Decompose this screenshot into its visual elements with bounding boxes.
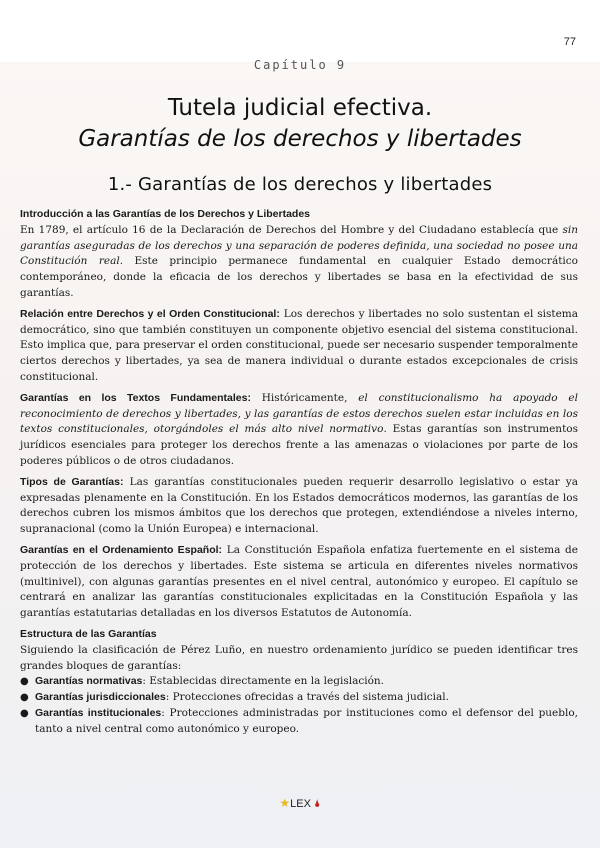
tipos-label: Tipos de Garantías: [20,475,124,488]
estructura-text: Siguiendo la clasificación de Pérez Luño, en nuestro ordenamiento jurídico se pueden identificar tres grandes bloques de garantías: [20,643,578,672]
intro-heading: Introducción a las Garantías de los Derechos y Libertades [20,208,311,220]
textos-label: Garantías en los Textos Fundamentales: [20,391,251,404]
list-item [20,706,578,738]
title-main: Tutela judicial efectiva. [167,95,433,121]
estructura-section [20,627,578,738]
bullet-icon: ● [20,692,29,704]
section-heading: 1.- Garantías de los derechos y libertades [107,174,493,195]
garantias-list [20,674,578,737]
list-item-text: : Protecciones administradas por instituciones como el defensor del pueblo, tanto a nivel central como autonómico y europeo. [35,706,578,735]
chapter-label: Capítulo 9 [253,58,347,72]
ordenamiento-label: Garantías en el Ordenamiento Español: [20,543,223,556]
intro-text-1: En 1789, el artículo 16 de la Declaración de Derechos del Hombre y del Ciudadano establecía que [20,223,563,236]
list-item-label: Garantías institucionales [35,706,162,719]
list-item-label: Garantías normativas [35,675,143,688]
intro-quote: sin garantías aseguradas de los derechos y una separación de poderes definida, una sociedad no posee una Constitución real [20,223,578,268]
tipos-paragraph [20,475,578,538]
relacion-paragraph [20,307,578,386]
list-item [20,690,578,706]
textos-quote: el constitucionalismo ha apoyado el reconocimiento de derechos y libertades, y las garantías de estos derechos suelen estar incluidas en los textos constitucionales, otorgándoles el más alto nivel normativo [20,391,578,436]
ordenamiento-text: La Constitución Española enfatiza fuertemente en el sistema de protección de los derechos y libertades. Este sistema se articula en diferentes niveles normativos (multinivel), con algunas garantías presentes en el nivel central, autonómico y europeo. El capítulo se centrará en analizar las garantías constitucionales explicitadas en la Constitución Española y las garantías estatutarias detalladas en los diversos Estatutos de Autonomía. [20,543,578,620]
footer-brand: LEX [290,798,311,810]
relacion-text: Los derechos y libertades no solo sustentan el sistema democrático, sino que también constituyen un componente objetivo esencial del sistema constitucional. Esto implica que, para preservar el orden constitucional, puede ser necesario suspender temporalmente ciertos derechos y libertades, ya sea de manera individual o durante estados excepcionales de crisis constitucional. [20,307,578,383]
bullet-icon: ● [20,676,29,688]
drop-icon: 🌢 [314,798,321,810]
list-item-text: : Establecidas directamente en la legislación. [142,675,385,688]
page-title [0,92,600,154]
estructura-heading: Estructura de las Garantías [20,627,157,640]
bullet-icon: ● [20,707,29,719]
footer-logo [0,796,600,811]
ordenamiento-paragraph [20,543,578,622]
tipos-text: Las garantías constitucionales pueden requerir desarrollo legislativo o estar ya expresadas plenamente en la Constitución. En los Estados democráticos modernos, las garantías de los derechos cubren los mismos ámbitos que los derechos que protegen, extendiéndose a niveles interno, supranacional (como la Unión Europea) e internacional. [20,475,578,536]
relacion-label: Relación entre Derechos y el Orden Constitucional: [20,307,280,320]
list-item-text: : Protecciones ofrecidas a través del sistema judicial. [165,691,449,704]
intro-text-2: . Este principio permanece fundamental en cualquier Estado democrático contemporáneo, donde la eficacia de los derechos y libertades se basa en la efectividad de sus garantías. [20,255,578,299]
page-number: 77 [563,36,576,48]
star-icon: ★ [279,796,291,810]
textos-paragraph [20,391,578,470]
title-subtitle: Garantías de los derechos y libertades [78,126,522,152]
document-body [20,207,578,743]
list-item-label: Garantías jurisdiccionales [35,691,166,704]
intro-paragraph [20,207,578,302]
textos-text-1: Históricamente, [250,391,359,404]
textos-text-2: . Estas garantías son instrumentos jurídicos esenciales para proteger los derechos frente a las amenazas o violaciones por parte de los poderes públicos o de otros ciudadanos. [20,423,578,467]
list-item [20,674,578,690]
